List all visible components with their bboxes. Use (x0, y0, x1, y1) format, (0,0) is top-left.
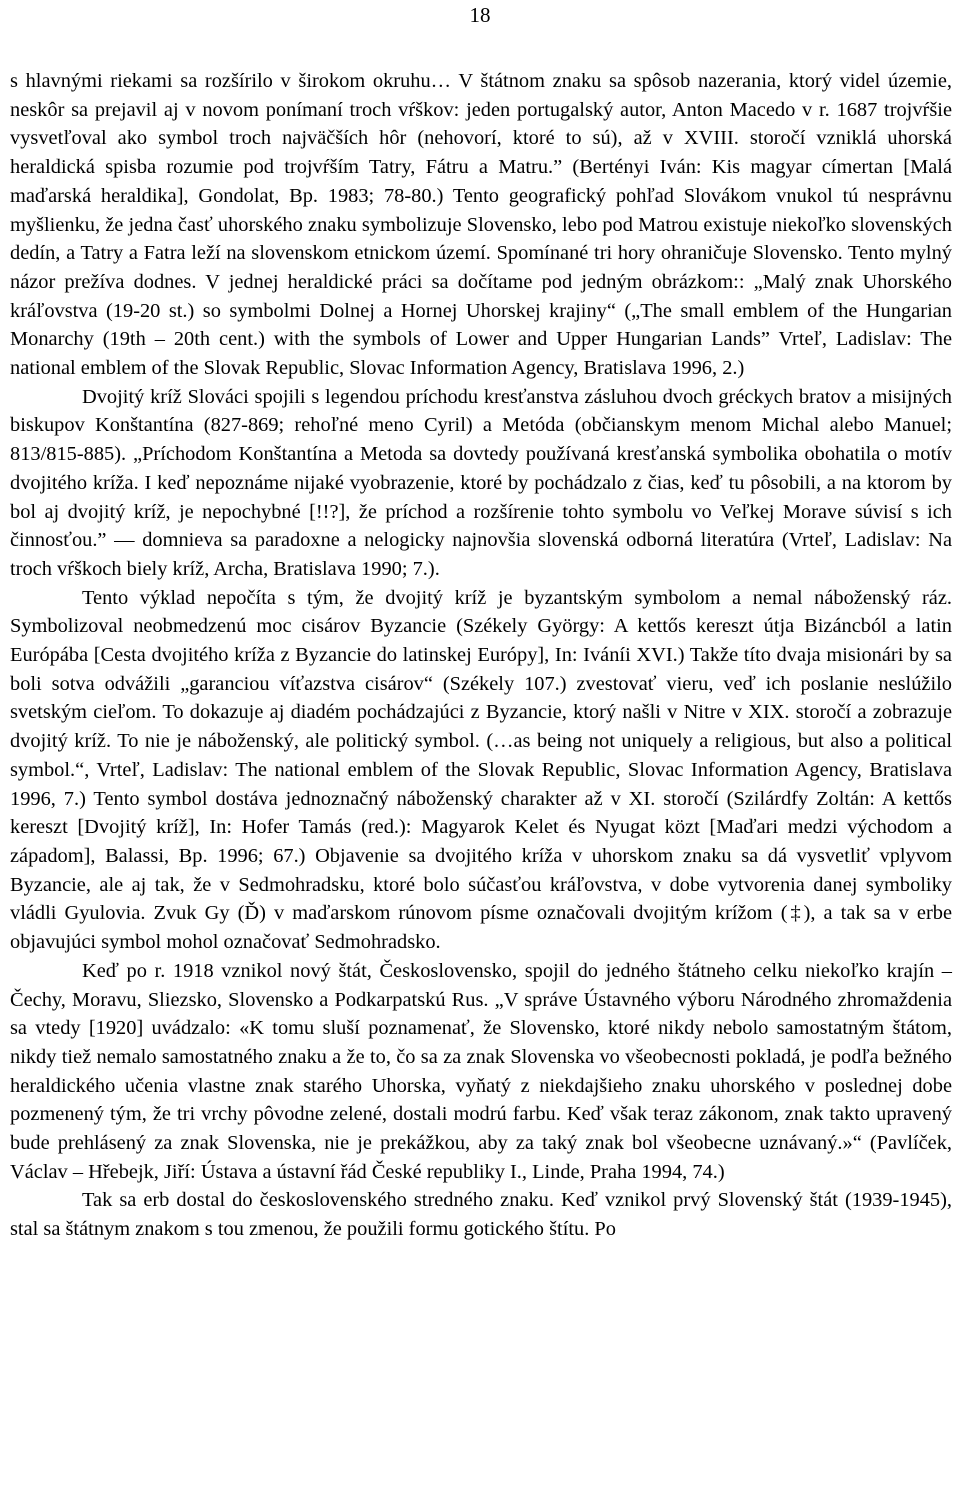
text-body (10, 67, 952, 1244)
paragraph-5: Tak sa erb dostal do československého stredného znaku. Keď vznikol prvý Slovenský štát (1939-1945), stal sa štátnym znakom s tou zmenou, že použili formu gotického štítu. Po (10, 1189, 952, 1241)
page-number: 18 (469, 3, 491, 27)
paragraph-1: s hlavnými riekami sa rozšírilo v širokom okruhu… V štátnom znaku sa spôsob nazerania, ktorý videl územie, neskôr sa prejavil aj v novom ponímaní troch vŕškov: jeden portugalský autor, Anton Macedo v r. 1687 trojvŕšie vysvetľoval ako symbol troch najväčších hôr (nehovorí, ktoré to sú), až v XVIII. storočí vzniklá uhorská heraldická spisba rozumie pod trojvŕším Tatry, Fátru a Matru.” (Bertényi Iván: Kis magyar címertan [Malá maďarská heraldika], Gondolat, Bp. 1983; 78-80.) Tento geografický pohľad Slovákom vnukol tú nesprávnu myšlienku, že jedna časť uhorského znaku symbolizuje Slovensko, lebo pod Matrou existuje niekoľko slovenských dedín, a Tatry a Fatra leží na slovenskom etnickom území. Spomínané tri hory ohraničuje Slovensko. Tento mylný názor prežíva dodnes. V jednej heraldické práci sa dočítame pod jedným obrázkom:: „Malý znak Uhorského kráľovstva (19-20 st.) so symbolmi Dolnej a Hornej Uhorskej krajiny“ („The small emblem of the Hungarian Monarchy (19th – 20th cent.) with the symbols of Lower and Upper Hungarian Lands” Vrteľ, Ladislav: The national emblem of the Slovak Republic, Slovac Information Agency, Bratislava 1996, 2.) (10, 70, 952, 380)
paragraph-4: Keď po r. 1918 vznikol nový štát, Československo, spojil do jedného štátneho celku niekoľko krajín – Čechy, Moravu, Sliezsko, Slovensko a Podkarpatskú Rus. „V správe Ústavného výboru Národného zhromaždenia sa vtedy [1920] uvádzalo: «K tomu sluší poznamenať, že Slovensko, ktoré nikdy nebolo samostatným štátom, nikdy tiež nemalo samostatného znaku a že to, čo sa za znak Slovenska vo všeobecnosti pokladá, je podľa bežného heraldického učenia vlastne znak starého Uhorska, vyňatý z niekdajšieho znaku uhorského v poslednej dobe pozmenený tým, že tri vrchy pôvodne zelené, dostali modrú farbu. Keď však teraz zákonom, znak takto upravený bude prehlásený za znak Slovenska, nie je prekážkou, aby za taký znak bol všeobecne uznávaný.»“ (Pavlíček, Václav – Hřebejk, Jiří: Ústava a ústavní řád České republiky I., Linde, Praha 1994, 74.) (10, 959, 952, 1183)
paragraph-3: Tento výklad nepočíta s tým, že dvojitý kríž je byzantským symbolom a nemal náboženský ráz. Symbolizoval neobmedzenú moc cisárov Byzancie (Székely György: A kettős kereszt útja Bizáncból a latin Európába [Cesta dvojitého kríža z Byzancie do latinskej Európy], In: Iváníi XVI.) Takže títo dvaja misionári by sa boli sotva odvážili „garanciou víťazstva cisárov“ (Székely 107.) zvestovať vieru, veď ich poslanie neslúžilo svetským cieľom. To dokazuje aj diadém pochádzajúci z Byzancie, ktorý našli v Nitre v XIX. storočí a zobrazuje dvojitý kríž. To nie je náboženský, ale politický symbol. (…as being not uniquely a religious, but also a political symbol.“, Vrteľ, Ladislav: The national emblem of the Slovak Republic, Slovac Information Agency, Bratislava 1996, 7.) Tento symbol dostáva jednoznačný náboženský charakter až v XI. storočí (Szilárdfy Zoltán: A kettős kereszt [Dvojitý kríž], In: Hofer Tamás (red.): Magyarok Kelet és Nyugat közt [Maďari medzi východom a západom], Balassi, Bp. 1996; 67.) Objavenie sa dvojitého kríža v uhorskom znaku sa dá vysvetliť vplyvom Byzancie, ale aj tak, že v Sedmohradsku, ktoré bolo súčasťou kráľovstva, v dobe vytvorenia danej symboliky vládli Gyulovia. Zvuk Gy (Ď) v maďarskom rúnovom písme označovali dvojitým krížom (‡), a tak sa v erbe objavujúci symbol mohol označovať Sedmohradsko. (10, 586, 952, 954)
paragraph-2: Dvojitý kríž Slováci spojili s legendou príchodu kresťanstva zásluhou dvoch gréckych bratov a misijných biskupov Konštantína (827-869; rehoľné meno Cyril) a Metóda (občianskym menom Michal alebo Manuel; 813/815-885). „Príchodom Konštantína a Metoda sa dovtedy používaná kresťanská symbolika obohatila o motív dvojitého kríža. I keď nepoznáme nijaké vyobrazenie, ktoré by pochádzalo z čias, keď tu pôsobili, a na ktorom by bol aj dvojitý kríž, je nepochybné [!!?], že príchod a rozšírenie tohto symbolu vo Veľkej Morave súvisí s ich činnosťou.” — domnieva sa paradoxne a nelogicky najnovšia slovenská odborná literatúra (Vrteľ, Ladislav: Na troch vŕškoch biely kríž, Archa, Bratislava 1990; 7.). (10, 385, 952, 580)
